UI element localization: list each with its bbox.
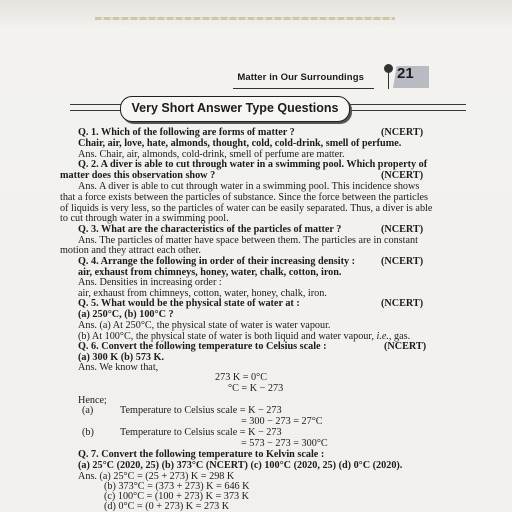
- q5-answer-b-end: gas.: [391, 331, 411, 342]
- page-number: 21: [397, 65, 414, 82]
- q4-answer-line1: Ans. Densities in increasing order :: [78, 277, 222, 288]
- q2-question-line2: matter does this observation show ?: [60, 170, 216, 181]
- q6-parts: (a) 300 K (b) 573 K.: [78, 352, 165, 363]
- q6-part-b-eq2: = 573 − 273 = 300°C: [241, 438, 328, 449]
- q6-part-b-eq1: Temperature to Celsius scale = K − 273: [120, 427, 282, 438]
- q2-answer-line1: Ans. A diver is able to cut through water in a swimming pool. This incidence shows: [78, 181, 420, 192]
- q7-parts: (a) 25°C (2020, 25) (b) 373°C (NCERT) (c) 100°C (2020, 25) (d) 0°C (2020).: [78, 460, 403, 471]
- q7-answer-a: Ans. (a) 25°C = (25 + 273) K = 298 K: [78, 471, 235, 482]
- q3-source: (NCERT): [381, 224, 424, 235]
- q2-answer-line4: to cut through water in a swimming pool.: [60, 213, 229, 224]
- q1-answer: Ans. Chair, air, almonds, cold-drink, smell of perfume are matter.: [78, 149, 345, 160]
- q1-items: Chair, air, love, hate, almonds, thought, cold, cold-drink, smell of perfume.: [78, 138, 402, 149]
- q6-part-a-eq1: Temperature to Celsius scale = K − 273: [120, 405, 282, 416]
- q5-parts: (a) 250°C, (b) 100°C ?: [78, 309, 174, 320]
- q6-part-a-eq2: = 300 − 273 = 27°C: [241, 416, 323, 427]
- q5-answer-a: Ans. (a) At 250°C, the physical state of water is water vapour.: [78, 320, 331, 331]
- chapter-title: Matter in Our Surroundings: [237, 72, 364, 83]
- q2-answer-line2: that a force exists between the particles of substance. Since the force between the particles: [60, 192, 429, 203]
- q7-answer-d: (d) 0°C = (0 + 273) K = 273 K: [104, 501, 230, 512]
- q4-question: Q. 4. Arrange the following in order of their increasing density :: [78, 256, 356, 267]
- q7-question: Q. 7. Convert the following temperature to Kelvin scale :: [78, 449, 325, 460]
- q7-answer-c: (c) 100°C = (100 + 273) K = 373 K: [104, 491, 249, 502]
- q6-part-b-label: (b): [82, 427, 94, 438]
- q2-source: (NCERT): [381, 170, 424, 181]
- q5-question: Q. 5. What would be the physical state of water at :: [78, 298, 300, 309]
- q6-part-a-label: (a): [82, 405, 94, 416]
- q4-answer-line2: air, exhaust from chimneys, cotton, water, honey, chalk, iron.: [78, 288, 327, 299]
- q2-question-line1: Q. 2. A diver is able to cut through water in a swimming pool. Which property of: [78, 159, 428, 170]
- q5-source: (NCERT): [381, 298, 424, 309]
- q3-answer-line2: motion and they attract each other.: [60, 245, 201, 256]
- q4-source: (NCERT): [381, 256, 424, 267]
- q2-answer-line3: of liquids is very less, so the particles of water can be easily separated. Thus, a diver is able: [60, 203, 433, 214]
- q6-source: (NCERT): [384, 341, 427, 352]
- q3-question: Q. 3. What are the characteristics of the particles of matter ?: [78, 224, 342, 235]
- q4-items: air, exhaust from chimneys, honey, water, chalk, cotton, iron.: [78, 267, 342, 278]
- q7-answer-b: (b) 373°C = (373 + 273) K = 646 K: [104, 481, 250, 492]
- q1-source: (NCERT): [381, 127, 424, 138]
- q5-answer-b-text: (b) At 100°C, the physical state of water is both liquid and water vapour,: [78, 331, 377, 342]
- q6-equation-1: 273 K = 0°C: [215, 372, 267, 383]
- q1-question: Q. 1. Which of the following are forms of matter ?: [78, 127, 295, 138]
- q3-answer-line1: Ans. The particles of matter have space between them. The particles are in constant: [78, 235, 418, 246]
- q6-question: Q. 6. Convert the following temperature to Celsius scale :: [78, 341, 327, 352]
- q6-hence: Hence;: [78, 395, 107, 406]
- q5-answer-b-ie: i.e.,: [376, 331, 392, 342]
- q6-equation-2: °C = K − 273: [228, 383, 284, 394]
- q6-answer-intro: Ans. We know that,: [78, 362, 159, 373]
- section-title: Very Short Answer Type Questions: [120, 96, 350, 122]
